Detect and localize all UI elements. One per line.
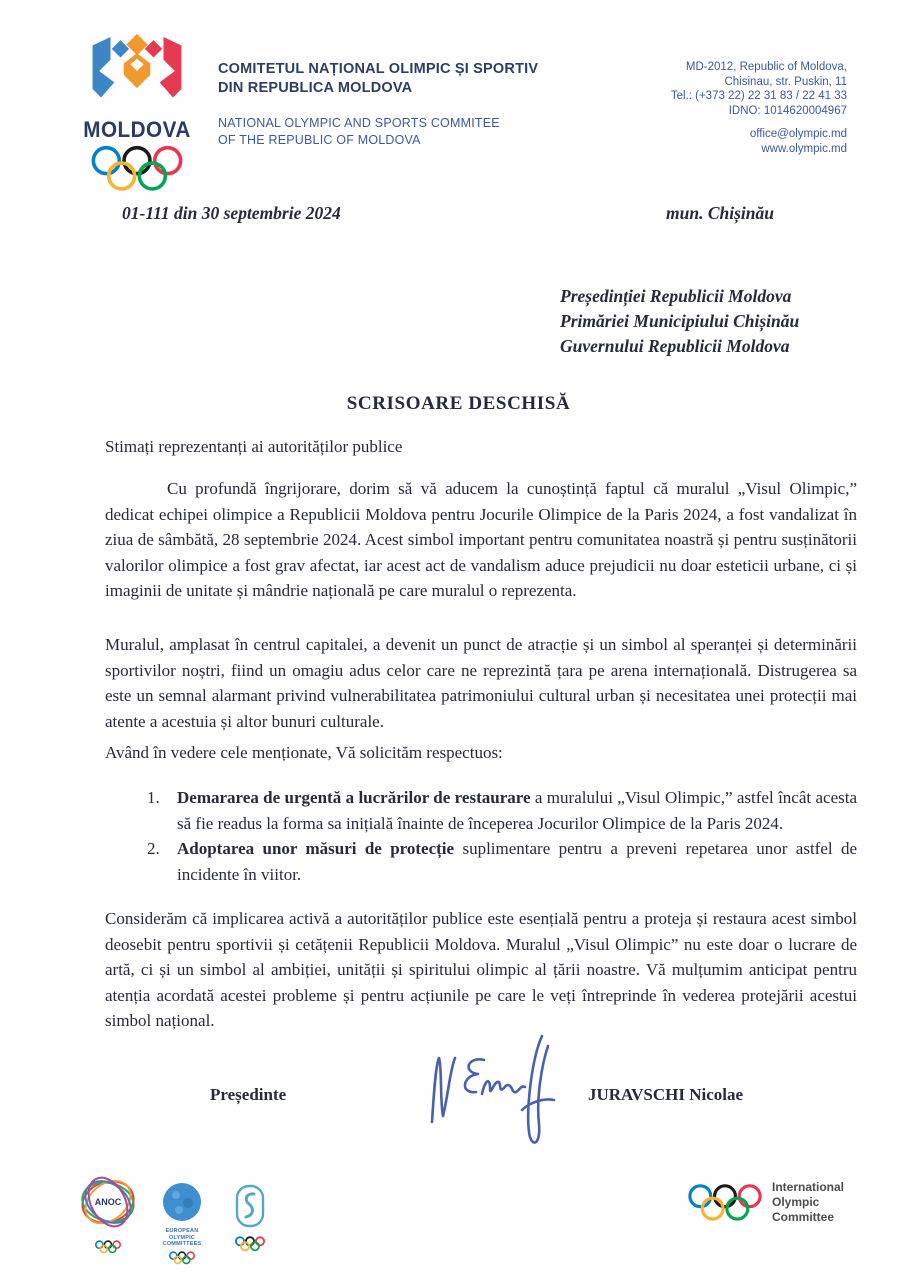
contact-block bbox=[671, 60, 847, 156]
contact-email: office@olympic.md bbox=[749, 128, 847, 140]
eoc-label-line1: EUROPEAN bbox=[165, 1228, 199, 1234]
letter-title: SCRISOARE DESCHISĂ bbox=[346, 393, 571, 414]
eoc-label-line3: COMMITTEES bbox=[162, 1241, 202, 1247]
paragraph-2: Muralul, amplasat în centrul capitalei, a devenit un punct de atracție și un simbol al speranței și determinării sportivilor noștri, fiind un omagiu adus celor care ne reprezintă țara pe arena internațională. Distrugerea sa este un semnal alarmant privind vulnerabilitatea patrimoniului cultural urban și necesitatea unei protecții mai atente a acestuia și altor bunuri culturale. bbox=[105, 635, 857, 731]
list-item-text: a muralului „Visul Olimpic,” astfel încât acesta să fie readus la forma sa inițială înainte de începerea Jocurilor Olimpice de la Paris 2024. bbox=[177, 788, 857, 833]
recipient-line: Guvernului Republicii Moldova bbox=[560, 336, 790, 356]
list-item bbox=[105, 785, 857, 836]
svg-text:ANOC: ANOC bbox=[94, 1197, 122, 1207]
olympic-rings-icon bbox=[169, 1251, 195, 1265]
paragraph-1: Cu profundă îngrijorare, dorim să vă aducem la cunoștință faptul că muralul „Visul Olimpic,” dedicat echipei olimpice a Republicii Moldova pentru Jocurile Olimpice de la Paris 2024, a fost vandalizat în ziua de sâmbătă, 28 septembrie 2024. Acest simbol important pentru comunitatea noastră și pentru susținătorii valorilor olimpice a fost grav afectat, iar acest act de vandalism aduce prejudicii nu doar esteticii urbane, ci și imaginii de unitate și mândrie națională pe care muralul o reprezenta. bbox=[105, 479, 857, 600]
org-name-ro-line2: DIN REPUBLICA MOLDOVA bbox=[218, 80, 413, 96]
contact-phone: Tel.: (+373 22) 22 31 83 / 22 41 33 bbox=[670, 90, 847, 102]
olympic-rings-icon bbox=[688, 1183, 762, 1223]
org-name-en-line2: OF THE REPUBLIC OF MOLDOVA bbox=[218, 133, 421, 147]
contact-address-line1: MD-2012, Republic of Moldova, bbox=[685, 61, 847, 73]
letterhead-logo bbox=[78, 34, 196, 198]
request-intro: Având în vedere cele menționate, Vă solicităm respectuos: bbox=[105, 743, 503, 762]
org-name-en-line1: NATIONAL OLYMPIC AND SPORTS COMMITEE bbox=[218, 116, 500, 130]
signature-image bbox=[418, 1030, 588, 1158]
ioc-label-line1: International bbox=[772, 1180, 845, 1194]
org-names bbox=[218, 60, 538, 149]
list-item bbox=[105, 836, 857, 887]
ioc-label bbox=[772, 1180, 844, 1225]
olympic-solidarity-logo-icon bbox=[222, 1184, 278, 1257]
ioc-label-line2: Olympic bbox=[772, 1195, 820, 1209]
ioc-label-line3: Committee bbox=[772, 1210, 835, 1224]
ioc-logo-icon bbox=[688, 1180, 888, 1225]
signatory-name: JURAVSCHI Nicolae bbox=[588, 1085, 744, 1104]
org-name-ro-line1: COMITETUL NAȚIONAL OLIMPIC ȘI SPORTIV bbox=[218, 61, 539, 77]
signature-role: Președinte bbox=[210, 1085, 287, 1104]
anoc-logo-icon bbox=[72, 1176, 144, 1259]
request-list bbox=[105, 785, 857, 887]
eoc-logo-icon bbox=[150, 1181, 214, 1270]
reference-number: 01-111 din 30 septembrie 2024 bbox=[122, 203, 341, 223]
reference-place: mun. Chișinău bbox=[666, 203, 774, 223]
list-item-number: 2. bbox=[147, 839, 160, 858]
contact-idno: IDNO: 1014620004967 bbox=[728, 104, 847, 117]
list-item-bold-text: Demararea de urgentă a lucrărilor de restaurare bbox=[177, 788, 531, 807]
list-item-text: suplimentare pentru a preveni repetarea unor astfel de incidente în viitor. bbox=[177, 839, 857, 884]
eoc-label-line2: OLYMPIC bbox=[169, 1234, 195, 1241]
list-item-bold-text: Adoptarea unor măsuri de protecție bbox=[177, 839, 455, 858]
recipient-line: Primăriei Municipiului Chișinău bbox=[560, 311, 800, 331]
logo-country-label: MOLDOVA bbox=[83, 117, 191, 142]
moldova-emblem-icon bbox=[85, 34, 189, 110]
contact-address-line2: Chisinau, str. Puskin, 11 bbox=[724, 75, 847, 88]
olympic-rings-icon bbox=[235, 1236, 265, 1252]
paragraph-3: Considerăm că implicarea activă a autorităților publice este esențială pentru a proteja și restaura acest simbol deosebit pentru sportivii și cetățenii Republicii Moldova. Muralul „Visul Olimpic” nu este doar o lucrare de artă, ci și un simbol al ambiției, unității și spiritului olimpic al țării noastre. Vă mulțumim anticipat pentru atenția acordată acestei probleme și pentru acțiunile pe care le veți întreprinde în vederea protejării acestui simbol național. bbox=[105, 909, 857, 1030]
list-item-number: 1. bbox=[147, 788, 160, 807]
recipients-block bbox=[560, 284, 799, 359]
salutation: Stimați reprezentanți ai autorităților publice bbox=[105, 437, 403, 456]
olympic-rings-icon bbox=[91, 145, 183, 193]
contact-website: www.olympic.md bbox=[761, 142, 847, 155]
recipient-line: Președinției Republicii Moldova bbox=[560, 286, 792, 306]
olympic-rings-icon bbox=[95, 1240, 121, 1254]
